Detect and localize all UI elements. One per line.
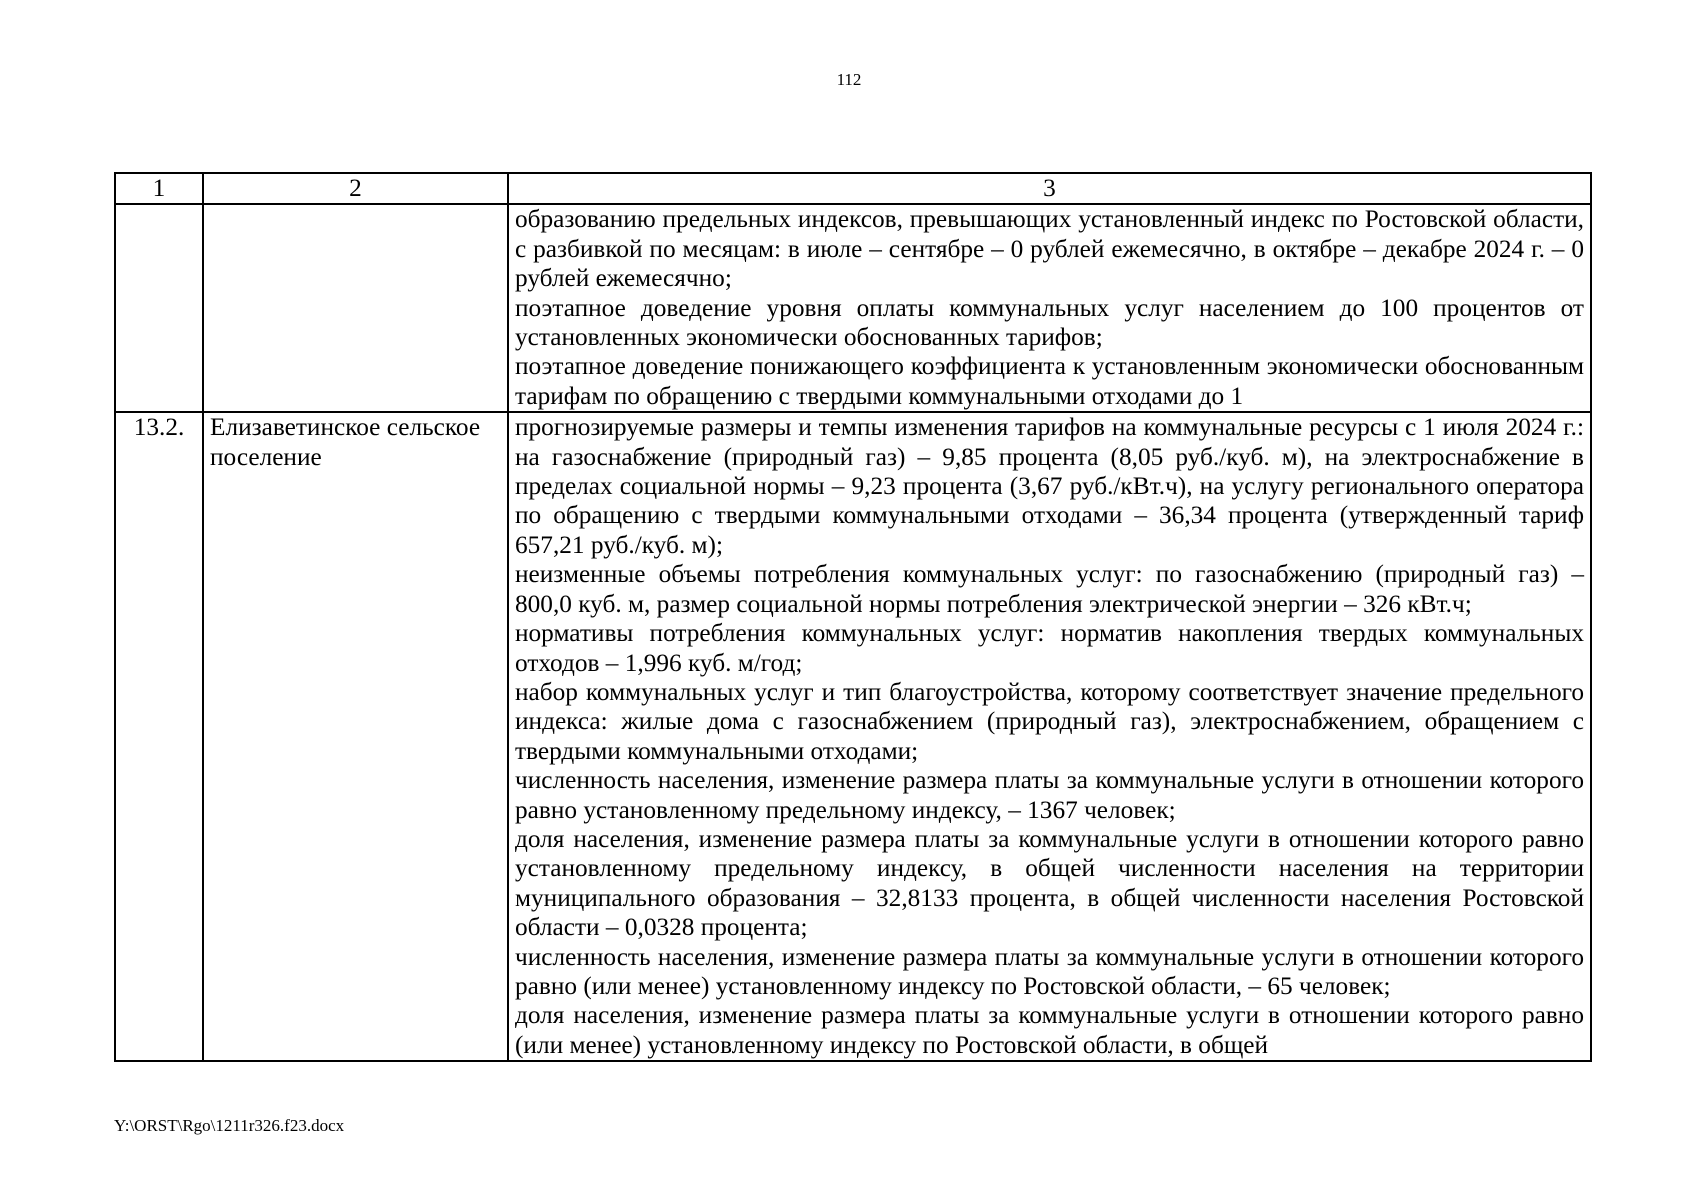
column-header-2: 2	[203, 173, 508, 204]
description-paragraph: неизменные объемы потребления коммунальных услуг: по газоснабжению (природный газ) – 800,0 куб. м, размер социальной нормы потребления электрической энергии – 326 кВт.ч;	[515, 560, 1584, 618]
description-paragraph: набор коммунальных услуг и тип благоустройства, которому соответствует значение предельного индекса: жилые дома с газоснабжением (природный газ), электроснабжением, обращением с твердыми коммунальными отходами;	[515, 677, 1584, 765]
description-paragraph: численность населения, изменение размера платы за коммунальные услуги в отношении которого равно (или менее) установленному индексу по Ростовской области, – 65 человек;	[515, 942, 1584, 1000]
column-header-3: 3	[508, 173, 1591, 204]
row-number: 13.2.	[115, 412, 203, 1061]
footer-file-path: Y:\ORST\Rgo\1211r326.f23.docx	[114, 1116, 345, 1135]
description-paragraph: поэтапное доведение уровня оплаты коммунальных услуг населением до 100 процентов от установленных экономически обоснованных тарифов;	[515, 293, 1584, 352]
description-paragraph: доля населения, изменение размера платы за коммунальные услуги в отношении которого равно установленному предельному индексу, в общей численности населения на территории муниципального образования – 32,8133 процента, в общей численности населения Ростовской области – 0,0328 процента;	[515, 824, 1584, 942]
description-paragraph: численность населения, изменение размера платы за коммунальные услуги в отношении которого равно установленному предельному индексу, – 1367 человек;	[515, 766, 1584, 824]
table-row	[115, 204, 1591, 412]
description-paragraph: нормативы потребления коммунальных услуг: норматив накопления твердых коммунальных отходов – 1,996 куб. м/год;	[515, 619, 1584, 677]
settlement-name: Елизаветинское сельское поселение	[203, 412, 508, 1061]
tariff-table	[114, 172, 1592, 1062]
page-number: 112	[836, 70, 862, 89]
description-paragraph: прогнозируемые размеры и темпы изменения тарифов на коммунальные ресурсы с 1 июля 2024 г.: на газоснабжение (природный газ) – 9,85 процента (8,05 руб./куб. м), на электроснабжение в пределах социальной нормы – 9,23 процента (3,67 руб./кВт.ч), на услугу регионального оператора по обращению с твердыми коммунальными отходами – 36,34 процента (утвержденный тариф 657,21 руб./куб. м);	[515, 413, 1584, 559]
description-paragraph: образованию предельных индексов, превышающих установленный индекс по Ростовской области, с разбивкой по месяцам: в июле – сентябре – 0 рублей ежемесячно, в октябре – декабре 2024 г. – 0 рублей ежемесячно;	[515, 205, 1584, 293]
table-row	[115, 412, 1591, 1061]
row-number	[115, 204, 203, 412]
settlement-name	[203, 204, 508, 412]
description-paragraph: поэтапное доведение понижающего коэффициента к установленным экономически обоснованным тарифам по обращению с твердыми коммунальными отходами до 1	[515, 352, 1584, 410]
row-description	[508, 412, 1591, 1061]
column-header-1: 1	[115, 173, 203, 204]
description-paragraph: доля населения, изменение размера платы за коммунальные услуги в отношении которого равно (или менее) установленному индексу по Ростовской области, в общей	[515, 1001, 1584, 1059]
table-header-row	[115, 173, 1591, 204]
row-description	[508, 204, 1591, 412]
